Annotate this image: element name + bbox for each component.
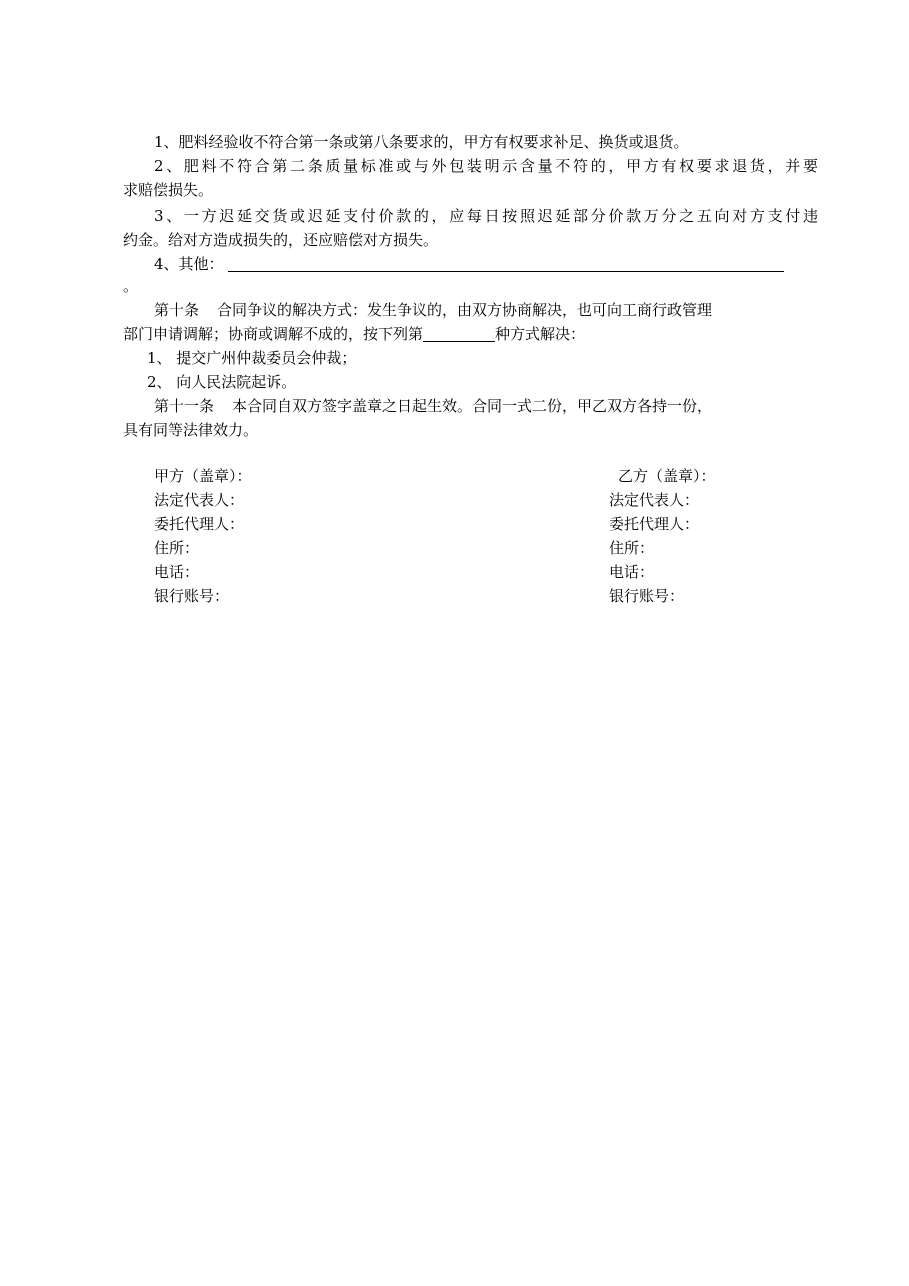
article-11-line-2: 具有同等法律效力。: [123, 421, 259, 439]
party-a-bank-account: 银行账号：: [154, 587, 230, 605]
article-10-line-2: [123, 322, 787, 346]
clause-1-text: 1、肥料经验收不符合第一条或第八条要求的，甲方有权要求补足、换货或退货。: [154, 133, 689, 151]
article-11-heading: 第十一条: [154, 397, 215, 415]
party-a-agent: 委托代理人：: [154, 515, 245, 533]
party-b-phone: 电话：: [609, 563, 655, 581]
article-10-option-2: 2、 向人民法院起诉。: [147, 373, 297, 391]
clause-3-line-1: 3、一方迟延交货或迟延支付价款的，应每日按照迟延部分价款万分之五向对方支付违: [154, 207, 818, 225]
clause-4-blank: [228, 255, 784, 272]
article-11-line-1: [123, 394, 818, 418]
clause-3-line-2: 约金。给对方造成损失的，还应赔偿对方损失。: [123, 231, 439, 249]
party-b-address: 住所：: [609, 539, 655, 557]
article-10-option-1: 1、 提交广州仲裁委员会仲裁；: [147, 349, 357, 367]
party-b-agent: 委托代理人：: [609, 515, 700, 533]
clause-4-label: 4、其他：: [154, 255, 224, 273]
clause-1: [123, 130, 818, 154]
party-a-seal: 甲方（盖章）：: [154, 467, 252, 485]
clause-2-line-1: 2、肥料不符合第二条质量标准或与外包装明示含量不符的，甲方有权要求退货，并要: [154, 157, 818, 175]
article-11-text: 本合同自双方签字盖章之日起生效。合同一式二份，甲乙双方各持一份，: [232, 397, 713, 415]
article-10-line-2-before: 部门申请调解；协商或调解不成的，按下列第: [123, 325, 424, 343]
clause-4-end: 。: [123, 277, 139, 295]
article-10-choice-blank: [423, 325, 495, 342]
party-a-phone: 电话：: [154, 563, 200, 581]
party-a-address: 住所：: [154, 539, 200, 557]
party-b-bank-account: 银行账号：: [609, 587, 685, 605]
party-b-legal-rep: 法定代表人：: [609, 491, 700, 509]
article-10-text: 合同争议的解决方式：发生争议的，由双方协商解决，也可向工商行政管理: [217, 301, 713, 319]
clause-4: [123, 252, 818, 276]
article-10-line-2-after: 种方式解决：: [495, 325, 586, 343]
clause-2-line-2: 求赔偿损失。: [123, 181, 214, 199]
party-b-seal: 乙方（盖章）：: [618, 467, 716, 485]
article-10-heading: 第十条: [154, 301, 200, 319]
party-a-legal-rep: 法定代表人：: [154, 491, 245, 509]
article-10-line-1: [123, 298, 818, 322]
